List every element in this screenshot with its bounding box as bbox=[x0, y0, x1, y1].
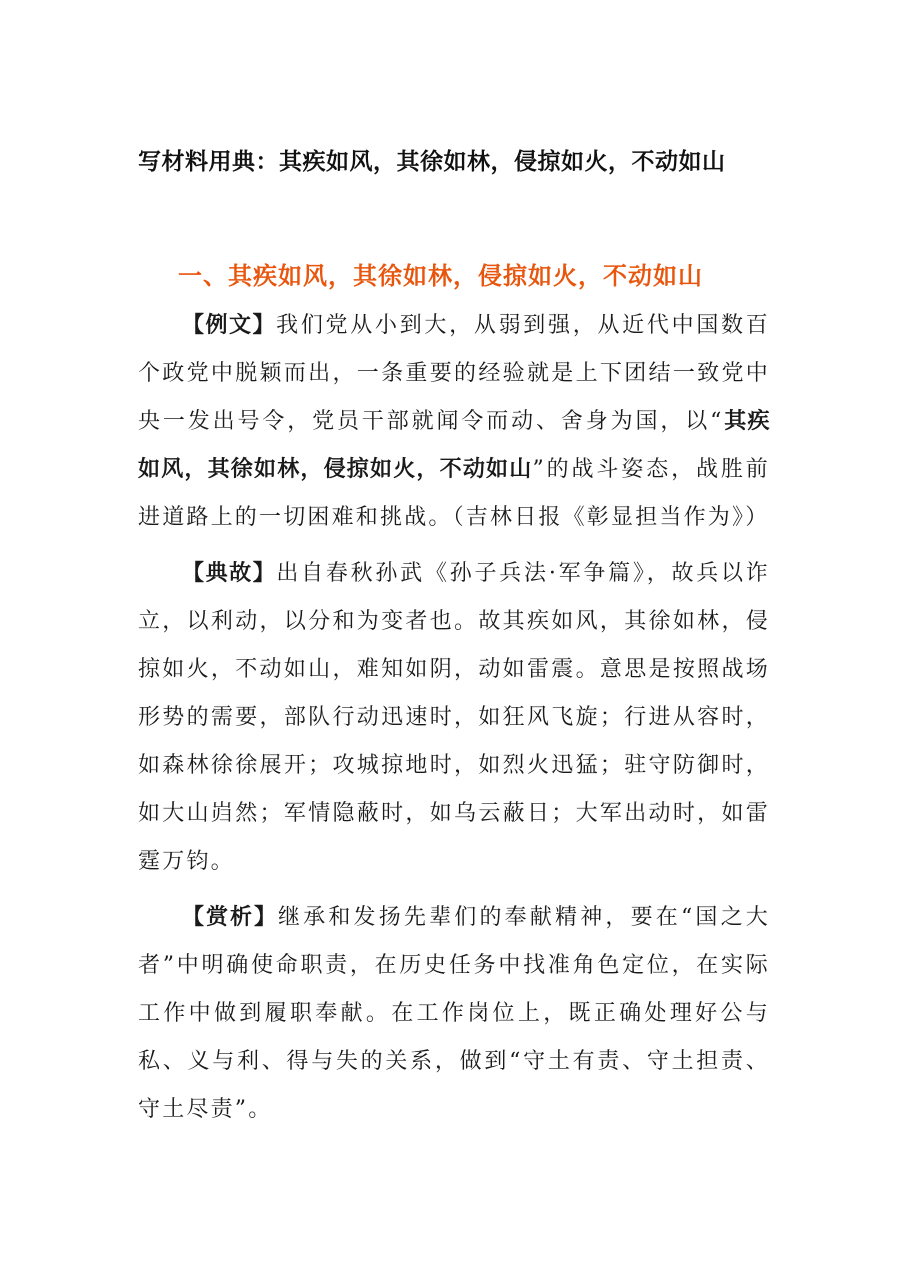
allusion-paragraph bbox=[138, 550, 770, 886]
example-text-before: 我们党从小到大，从弱到强，从近代中国数百个政党中脱颖而出，一条重要的经验就是上下团结一致党中央一发出号令，党员干部就闻令而动、舍身为国，以“ bbox=[138, 313, 770, 434]
allusion-tag: 【典故】 bbox=[182, 561, 277, 586]
example-tag: 【例文】 bbox=[182, 313, 277, 338]
allusion-text: 出自春秋孙武《孙子兵法·军争篇》，故兵以诈立，以利动，以分和为变者也。故其疾如风，其徐如林，侵掠如火，不动如山，难知如阴，动如雷震。意思是按照战场形势的需要，部队行动迅速时，如狂风飞旋；行进从容时，如森林徐徐展开；攻城掠地时，如烈火迅猛；驻守防御时，如大山岿然；军情隐蔽时，如乌云蔽日；大军出动时，如雷霆万钧。 bbox=[138, 561, 770, 874]
appreciation-tag: 【赏析】 bbox=[182, 905, 278, 930]
example-bold-quote: 其疾如风，其徐如林，侵掠如火，不动如山 bbox=[138, 409, 770, 482]
appreciation-paragraph bbox=[138, 894, 770, 1134]
document-title: 写材料用典：其疾如风，其徐如林，侵掠如火，不动如山 bbox=[138, 149, 726, 175]
example-text-after: ”的战斗姿态，战胜前进道路上的一切困难和挑战。（吉林日报《彰显担当作为》） bbox=[138, 457, 770, 530]
example-paragraph bbox=[138, 302, 770, 542]
section-heading: 一、其疾如风，其徐如林，侵掠如火，不动如山 bbox=[178, 262, 703, 290]
document-body bbox=[138, 302, 770, 1142]
appreciation-text: 继承和发扬先辈们的奉献精神，要在“国之大者”中明确使命职责，在历史任务中找准角色定位，在实际工作中做到履职奉献。在工作岗位上，既正确处理好公与私、义与利、得与失的关系，做到“守土有责、守土担责、守土尽责”。 bbox=[138, 905, 770, 1122]
